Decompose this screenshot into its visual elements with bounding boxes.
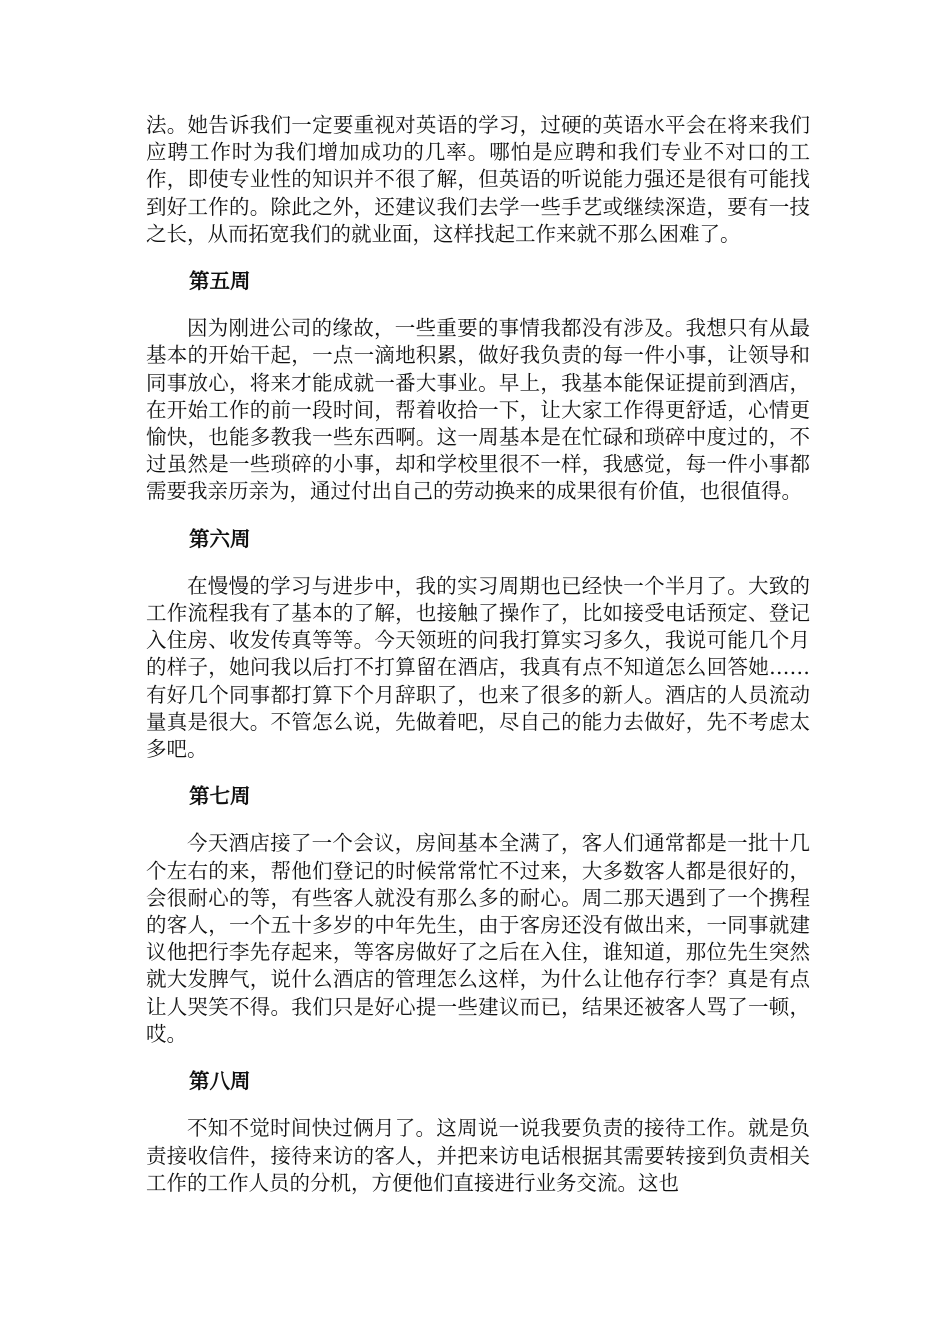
paragraph: 今天酒店接了一个会议，房间基本全满了，客人们通常都是一批十几个左右的来，帮他们登记的时候常常忙不过来，大多数客人都是很好的，会很耐心的等，有些客人就没有那么多的耐心。周二那天遇到了一个携程的客人，一个五十多岁的中年先生，由于客房还没有做出来，一同事就建议他把行李先存起来，等客房做好了之后在入住，谁知道，那位先生突然就大发脾气，说什么酒店的管理怎么这样，为什么让他存行李？真是有点让人哭笑不得。我们只是好心提一些建议而已，结果还被客人骂了一顿，哎。 <box>146 831 810 1046</box>
paragraph: 不知不觉时间快过俩月了。这周说一说我要负责的接待工作。就是负责接收信件，接待来访的客人，并把来访电话根据其需要转接到负责相关工作的工作人员的分机，方便他们直接进行业务交流。这也 <box>146 1116 810 1195</box>
paragraph: 在慢慢的学习与进步中，我的实习周期也已经快一个半月了。大致的工作流程我有了基本的了解，也接触了操作了，比如接受电话预定、登记入住房、收发传真等等。今天领班的问我打算实习多久，我说可能几个月的样子，她问我以后打不打算留在酒店，我真有点不知道怎么回答她……有好几个同事都打算下个月辞职了，也来了很多的新人。酒店的人员流动量真是很大。不管怎么说，先做着吧，尽自己的能力去做好，先不考虑太多吧。 <box>146 573 810 762</box>
section-week-8 <box>146 1068 810 1197</box>
section-heading: 第六周 <box>189 526 251 551</box>
section-continuation <box>146 112 810 248</box>
paragraph: 法。她告诉我们一定要重视对英语的学习，过硬的英语水平会在将来我们应聘工作时为我们增加成功的几率。哪怕是应聘和我们专业不对口的工作，即使专业性的知识并不很了解，但英语的听说能力强还是很有可能找到好工作的。除此之外，还建议我们去学一些手艺或继续深造，要有一技之长，从而拓宽我们的就业面，这样找起工作来就不那么困难了。 <box>146 113 810 246</box>
document-page <box>146 112 810 1197</box>
section-week-6 <box>146 526 810 764</box>
section-heading: 第七周 <box>189 784 251 809</box>
paragraph: 因为刚进公司的缘故，一些重要的事情我都没有涉及。我想只有从最基本的开始干起，一点一滴地积累，做好我负责的每一件小事，让领导和同事放心，将来才能成就一番大事业。早上，我基本能保证提前到酒店，在开始工作的前一段时间，帮着收拾一下，让大家工作得更舒适，心情更愉快，也能多教我一些东西啊。这一周基本是在忙碌和琐碎中度过的，不过虽然是一些琐碎的小事，却和学校里很不一样，我感觉，每一件小事都需要我亲历亲为，通过付出自己的劳动换来的成果很有价值，也很值得。 <box>146 316 810 504</box>
section-heading: 第五周 <box>189 269 251 294</box>
section-heading: 第八周 <box>189 1069 251 1094</box>
section-week-7 <box>146 783 810 1048</box>
section-week-5 <box>146 268 810 506</box>
